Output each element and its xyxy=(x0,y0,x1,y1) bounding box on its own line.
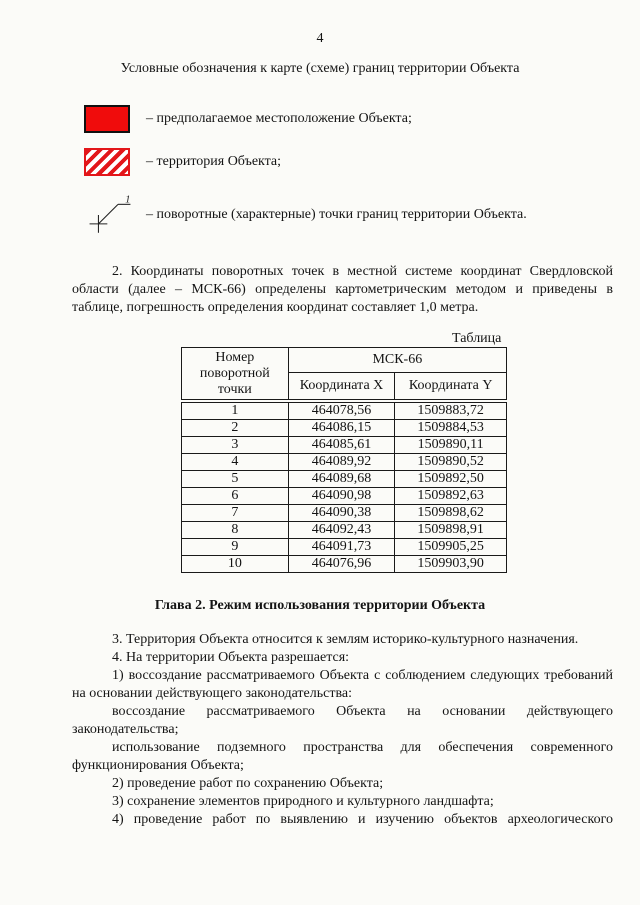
paragraph-4-1b: использование подземного пространства для обеспечения современного функционирования Объекта; xyxy=(72,740,613,773)
paragraph-4: 4. На территории Объекта разрешается: xyxy=(112,650,350,665)
coordinate-x-cell: 464086,15 xyxy=(288,420,395,437)
table-caption: Таблица xyxy=(452,331,502,346)
header-coordinate-y: Координата Y xyxy=(395,373,507,400)
table-row xyxy=(182,403,507,420)
table-row xyxy=(182,522,507,539)
legend-item-territory-text: – территория Объекта; xyxy=(146,154,282,169)
point-number-cell: 7 xyxy=(182,505,289,522)
legend-item-location-text: – предполагаемое местоположение Объекта; xyxy=(146,111,412,126)
point-number-cell: 3 xyxy=(182,437,289,454)
turning-point-marker-icon xyxy=(86,193,134,237)
legend-title: Условные обозначения к карте (схеме) границ территории Объекта xyxy=(120,61,520,76)
legend-item-location xyxy=(84,102,412,136)
coordinate-y-cell: 1509898,62 xyxy=(395,505,507,522)
paragraph-coordinates-text: 2. Координаты поворотных точек в местной системе координат Свердловской области (далее – МСК-66) определены картометрическим методом и приведены в таблице, погрешность определения координат составляет 1,0 метра. xyxy=(72,264,613,315)
table-row xyxy=(182,437,507,454)
paragraph-4-2: 2) проведение работ по сохранению Объекта; xyxy=(112,776,384,791)
coordinates-table xyxy=(181,347,507,573)
chapter-body xyxy=(72,631,613,829)
coordinate-y-cell: 1509898,91 xyxy=(395,522,507,539)
coordinate-x-cell: 464090,38 xyxy=(288,505,395,522)
paragraph-4-1: 1) воссоздание рассматриваемого Объекта с соблюдением следующих требований на основании действующего законодательства: xyxy=(72,668,613,701)
coordinate-y-cell: 1509890,52 xyxy=(395,454,507,471)
point-number-cell: 4 xyxy=(182,454,289,471)
point-number-cell: 8 xyxy=(182,522,289,539)
table-row xyxy=(182,505,507,522)
table-row xyxy=(182,539,507,556)
page-number: 4 xyxy=(316,31,324,46)
coordinate-x-cell: 464076,96 xyxy=(288,556,395,573)
paragraph-coordinates xyxy=(72,263,613,317)
header-coordinate-x: Координата X xyxy=(288,373,395,400)
coordinate-x-cell: 464085,61 xyxy=(288,437,395,454)
coordinate-y-cell: 1509892,63 xyxy=(395,488,507,505)
coordinate-x-cell: 464091,73 xyxy=(288,539,395,556)
coordinate-y-cell: 1509905,25 xyxy=(395,539,507,556)
legend-item-turning-points-text: – поворотные (характерные) точки границ территории Объекта. xyxy=(146,207,527,222)
point-number-cell: 5 xyxy=(182,471,289,488)
point-number-cell: 10 xyxy=(182,556,289,573)
coordinate-x-cell: 464090,98 xyxy=(288,488,395,505)
chapter-heading: Глава 2. Режим использования территории Объекта xyxy=(154,598,486,613)
coordinate-y-cell: 1509884,53 xyxy=(395,420,507,437)
coordinate-x-cell: 464089,68 xyxy=(288,471,395,488)
paragraph-4-1a: воссоздание рассматриваемого Объекта на основании действующего законодательства; xyxy=(72,704,613,737)
paragraph-4-3: 3) сохранение элементов природного и культурного ландшафта; xyxy=(112,794,494,809)
coordinate-y-cell: 1509890,11 xyxy=(395,437,507,454)
header-coordinate-system: МСК-66 xyxy=(288,348,506,373)
coordinate-y-cell: 1509883,72 xyxy=(395,403,507,420)
table-row xyxy=(182,488,507,505)
coordinate-y-cell: 1509892,50 xyxy=(395,471,507,488)
paragraph-3: 3. Территория Объекта относится к землям историко-культурного назначения. xyxy=(112,632,579,647)
solid-red-rectangle-icon xyxy=(84,105,130,133)
point-number-cell: 1 xyxy=(182,403,289,420)
legend-item-turning-points xyxy=(84,194,527,232)
paragraph-4-4: 4) проведение работ по выявлению и изучению объектов археологического xyxy=(112,812,613,827)
header-point-number: Номер поворотной точки xyxy=(182,348,289,400)
coordinate-y-cell: 1509903,90 xyxy=(395,556,507,573)
point-number-cell: 9 xyxy=(182,539,289,556)
turning-point-marker-label: 1 xyxy=(125,194,131,206)
point-number-cell: 2 xyxy=(182,420,289,437)
coordinate-x-cell: 464089,92 xyxy=(288,454,395,471)
point-number-cell: 6 xyxy=(182,488,289,505)
hatched-red-rectangle-icon xyxy=(84,148,130,176)
legend-item-territory xyxy=(84,145,281,179)
table-row xyxy=(182,454,507,471)
table-row xyxy=(182,420,507,437)
coordinate-x-cell: 464078,56 xyxy=(288,403,395,420)
table-row xyxy=(182,556,507,573)
coordinate-x-cell: 464092,43 xyxy=(288,522,395,539)
table-row xyxy=(182,471,507,488)
